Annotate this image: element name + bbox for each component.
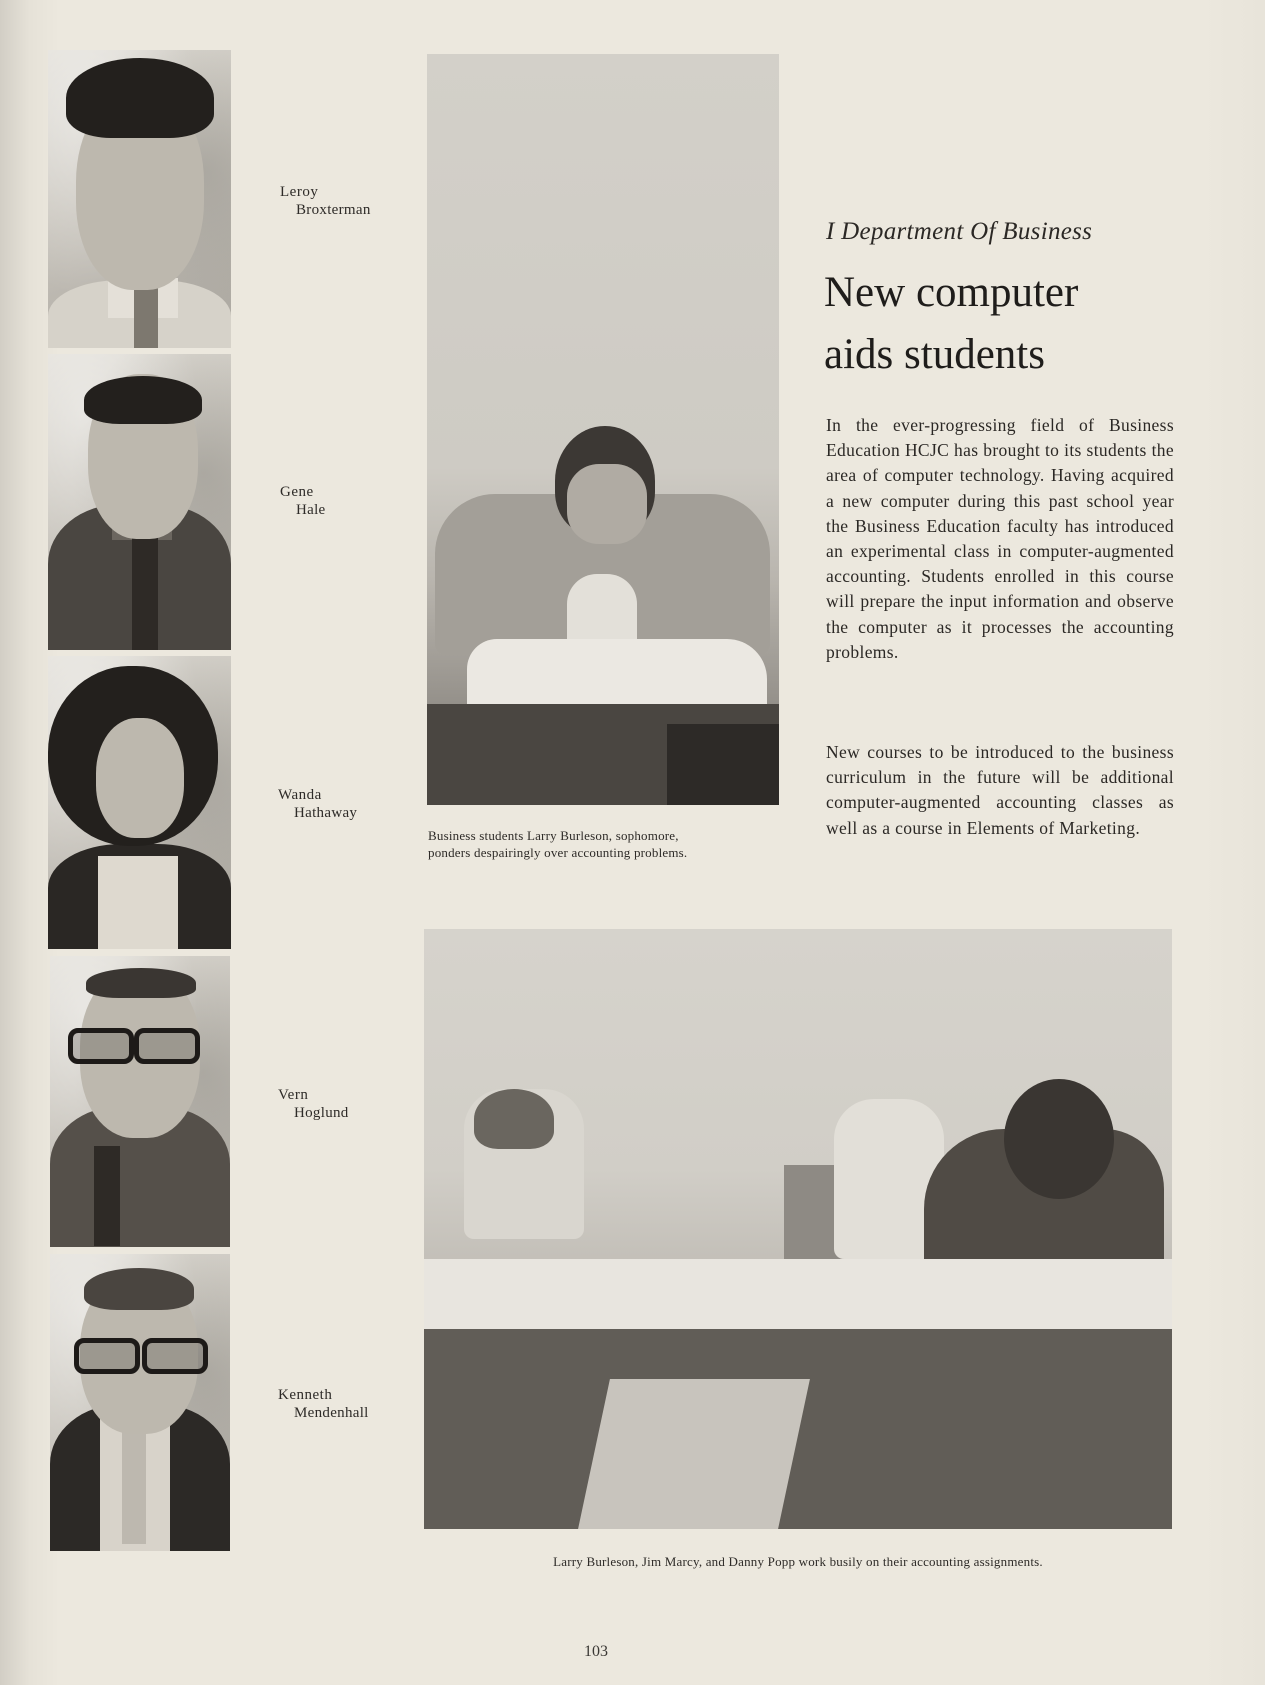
first-name: Wanda xyxy=(278,787,322,803)
headline-line: New computer xyxy=(824,269,1079,316)
article-paragraph-2: New courses to be introduced to the business curriculum in the future will be additional computer-augmented accounting classes as well as a course in Elements of Marketing. xyxy=(826,742,1174,838)
name-hoglund xyxy=(278,1086,349,1122)
caption-line: Business students Larry Burleson, sophomore, xyxy=(428,828,679,843)
section-kicker: I Department Of Business xyxy=(826,218,1093,245)
first-name: Leroy xyxy=(280,184,319,200)
page-number: 103 xyxy=(584,1643,608,1660)
last-name: Mendenhall xyxy=(294,1405,369,1421)
last-name: Hale xyxy=(296,502,326,518)
first-name: Gene xyxy=(280,484,314,500)
photo2-caption: Larry Burleson, Jim Marcy, and Danny Popp work busily on their accounting assignments. xyxy=(553,1554,1043,1569)
last-name: Hathaway xyxy=(294,805,358,821)
name-hale xyxy=(280,483,326,519)
first-name: Kenneth xyxy=(278,1387,333,1403)
last-name: Broxterman xyxy=(296,202,371,218)
portrait-broxterman xyxy=(48,50,231,348)
photo-classroom xyxy=(424,929,1172,1529)
name-broxterman xyxy=(280,183,371,219)
headline xyxy=(824,262,1244,386)
name-hathaway xyxy=(278,786,357,822)
article-paragraph-1: In the ever-progressing field of Business Education HCJC has brought to its students the area of computer technology. Having acquired a new computer during this past school year the Business Education faculty has introduced an experimental class in computer-augmented accounting. Students enrolled in this course will prepare the input information and observe the computer as it processes the accounting problems. xyxy=(826,415,1174,662)
caption-line: ponders despairingly over accounting problems. xyxy=(428,845,688,860)
photo1-caption xyxy=(428,827,788,861)
portrait-hale xyxy=(48,354,231,650)
portrait-hoglund xyxy=(50,956,230,1247)
portrait-mendenhall xyxy=(50,1254,230,1551)
headline-line: aids students xyxy=(824,331,1045,378)
portrait-hathaway xyxy=(48,656,231,949)
photo-student-pondering xyxy=(427,54,779,805)
name-mendenhall xyxy=(278,1386,369,1422)
first-name: Vern xyxy=(278,1087,309,1103)
last-name: Hoglund xyxy=(294,1105,349,1121)
